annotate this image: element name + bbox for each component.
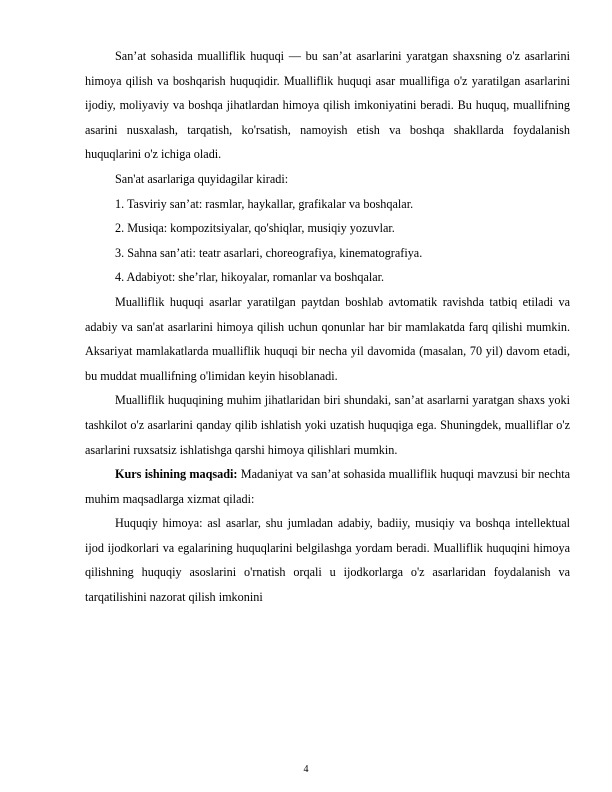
document-body <box>85 44 570 610</box>
course-goal-heading: Kurs ishining maqsadi: <box>115 467 238 482</box>
paragraph-duration: Mualliflik huquqi asarlar yaratilgan paytdan boshlab avtomatik ravishda tatbiq etiladi va adabiy va san'at asarlarini himoya qilish uchun qonunlar har bir mamlakatda farq qilishi mumkin. Aksariyat mamlakatlarda mualliflik huquqi bir necha yil davomida (masalan, 70 yil) davom etadi, bu muddat muallifning o'limidan keyin hisoblanadi. <box>85 294 570 383</box>
list-item: 1. Tasviriy san’at: rasmlar, haykallar, grafikalar va boshqalar. <box>115 196 414 211</box>
list-item: 3. Sahna san’ati: teatr asarlari, choreografiya, kinematografiya. <box>115 245 423 260</box>
course-goal-text: Madaniyat va san’at sohasida mualliflik huquqi mavzusi bir nechta muhim maqsadlarga xizmat qiladi: <box>85 467 570 506</box>
paragraph-list-intro: San'at asarlariga quyidagilar kiradi: <box>115 171 289 186</box>
list-item: 4. Adabiyot: she’rlar, hikoyalar, romanlar va boshqalar. <box>115 270 385 285</box>
paragraph-intro: San’at sohasida mualliflik huquqi — bu san’at asarlarini yaratgan shaxsning o'z asarlarini himoya qilish va boshqarish huquqidir. Mualliflik huquqi asar muallifiga o'z yaratilgan asarlarini ijodiy, moliyaviy va boshqa jihatlardan himoya qilish imkoniyatini beradi. Bu huquq, muallifning asarini nusxalash, tarqatish, ko'rsatish, namoyish etish va boshqa shakllarda foydalanish huquqlarini o'z ichiga oladi. <box>85 49 570 162</box>
paragraph-aspects: Mualliflik huquqining muhim jihatlaridan biri shundaki, san’at asarlarni yaratgan shaxs yoki tashkilot o'z asarlarini qanday qilib ishlatish yoki uzatish huquqiga ega. Shuningdek, mualliflar o'z asarlarini ruxsatsiz ishlatishga qarshi himoya qilishlari mumkin. <box>85 393 570 457</box>
paragraph-course-goal <box>85 462 570 511</box>
page-number: 4 <box>303 764 309 775</box>
list-item: 2. Musiqa: kompozitsiyalar, qo'shiqlar, musiqiy yozuvlar. <box>115 221 395 236</box>
paragraph-legal-protection: Huquqiy himoya: asl asarlar, shu jumladan adabiy, badiiy, musiqiy va boshqa intellektual ijod ijodkorlari va egalarining huquqlarini belgilashga yordam beradi. Mualliflik huquqini himoya qilishning huquqiy asoslarini o'rnatish orqali u ijodkorlarga o'z asarlaridan foydalanish va tarqatilishini nazorat qilish imkonini <box>85 516 570 605</box>
